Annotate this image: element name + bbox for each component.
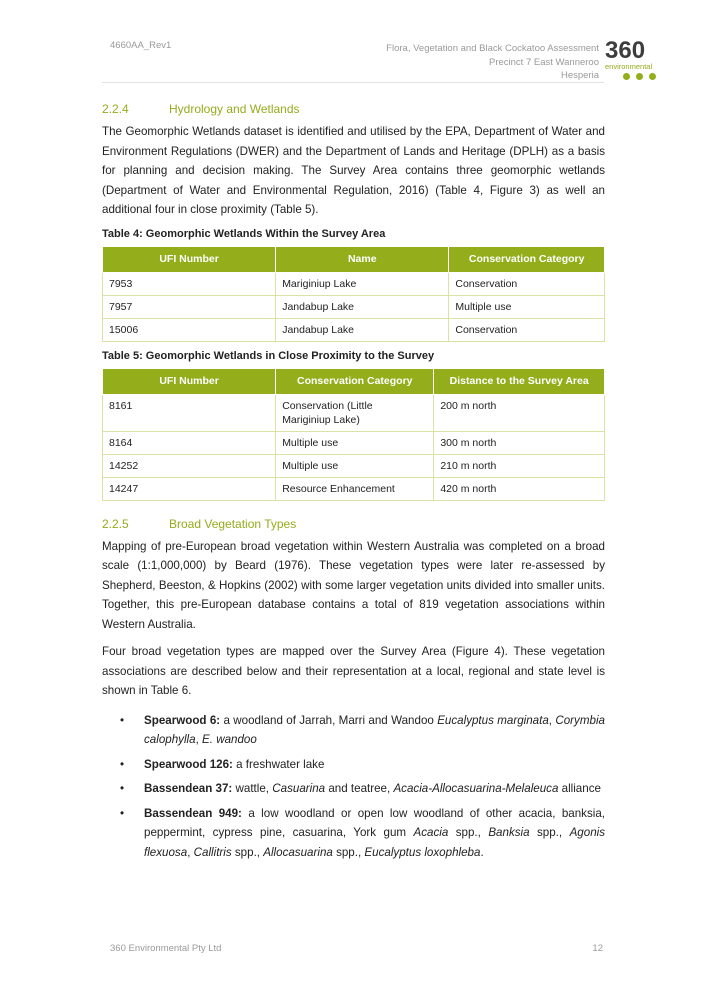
item-text: spp., [529, 826, 570, 839]
item-text: Agonis flexuosa [144, 826, 606, 859]
list-item [102, 755, 605, 775]
table-cell: 210 m north [434, 454, 605, 477]
item-text: and teatree, [325, 782, 394, 795]
table-cell: Mariginiup Lake [276, 272, 449, 295]
item-text: Eucalyptus marginata [437, 713, 549, 727]
table5-wetlands-proximity [102, 368, 605, 501]
item-text: Acacia [413, 826, 449, 839]
table-row [103, 431, 605, 454]
item-text: , [195, 733, 203, 746]
table4-wetlands-within [102, 246, 605, 342]
hydrology-paragraph: The Geomorphic Wetlands dataset is identified and utilised by the EPA, Department of Water and Environment Regulations (DWER) and the Department of Lands and Heritage (DPLH) as a basis for planning and decision making. The Survey Area contains three geomorphic wetlands (Department of Water and Environmental Regulation, 2016) (Table 4, Figure 3) as well an additional four in close proximity (Table 5). [102, 125, 605, 216]
item-label: Spearwood 6: [144, 713, 221, 727]
table-cell: 14252 [103, 454, 276, 477]
document-title [386, 42, 599, 83]
document-title-line: Hesperia [560, 70, 599, 81]
item-text: Corymbia calophylla [144, 713, 605, 746]
item-text: wattle, [232, 782, 273, 795]
vegetation-paragraph-2: Four broad vegetation types are mapped over the Survey Area (Figure 4). These vegetation associations are described below and their representation at a local, regional and state level is shown in Table 6. [102, 645, 605, 697]
table-row [103, 272, 605, 295]
table-cell: 200 m north [434, 394, 605, 431]
company-logo [605, 37, 671, 82]
column-header: UFI Number [103, 246, 276, 272]
column-header: UFI Number [103, 368, 276, 394]
item-text: alliance [558, 782, 601, 795]
table-header-row [103, 368, 605, 394]
table-row [103, 454, 605, 477]
bullet-icon: • [120, 713, 125, 727]
table-cell: Multiple use [449, 295, 605, 318]
table-cell: Conservation [449, 318, 605, 341]
item-text: E. wandoo [202, 733, 257, 746]
table-cell: 420 m north [434, 477, 605, 500]
item-label: Spearwood 126: [144, 757, 233, 771]
table-cell: 7953 [103, 272, 276, 295]
section-title: Broad Vegetation Types [169, 516, 297, 531]
table-cell: Conservation [449, 272, 605, 295]
table-cell: 8161 [103, 394, 276, 431]
column-header: Distance to the Survey Area [434, 368, 605, 394]
column-header: Conservation Category [276, 368, 434, 394]
table-row [103, 295, 605, 318]
column-header: Name [276, 246, 449, 272]
table-cell: 7957 [103, 295, 276, 318]
item-text: a freshwater lake [232, 757, 325, 771]
table-cell: 300 m north [434, 431, 605, 454]
table-cell: Resource Enhancement [276, 477, 434, 500]
item-text: spp., [231, 845, 264, 859]
table-cell: 8164 [103, 431, 276, 454]
bullet-icon: • [120, 806, 125, 820]
item-text: spp., [448, 826, 489, 839]
item-text: Allocasuarina [263, 845, 333, 859]
table-header-row [103, 246, 605, 272]
table-row [103, 394, 605, 431]
item-label: Bassendean 37: [144, 782, 233, 795]
page-number: 12 [592, 943, 603, 954]
table-cell: Conservation (Little Mariginiup Lake) [276, 394, 434, 431]
bullet-icon: • [120, 782, 125, 795]
item-text: a low woodland or open low woodland of other acacia, banksia, peppermint, cypress pine, casuarina, York gum [144, 806, 605, 839]
column-header: Conservation Category [449, 246, 605, 272]
table-cell: 15006 [103, 318, 276, 341]
table-row [103, 477, 605, 500]
footer-company: 360 Environmental Pty Ltd [110, 943, 222, 954]
item-text: Callitris [193, 845, 232, 859]
table-cell: Jandabup Lake [276, 295, 449, 318]
item-text: Banksia [488, 826, 530, 839]
document-title-line: Flora, Vegetation and Black Cockatoo Assessment [386, 43, 599, 54]
item-text: Acacia-Allocasuarina-Melaleuca [393, 782, 559, 795]
item-text: Casuarina [272, 782, 326, 795]
item-label: Bassendean 949: [144, 806, 242, 820]
item-text: , [187, 845, 194, 859]
table-cell: Multiple use [276, 454, 434, 477]
logo-word: environmental [605, 62, 653, 71]
item-text: . [480, 845, 484, 859]
item-text: spp., [332, 845, 365, 859]
section-title: Hydrology and Wetlands [169, 102, 300, 116]
list-item [102, 804, 605, 863]
item-text: , [548, 713, 556, 727]
table4-caption: Table 4: Geomorphic Wetlands Within the Survey Area [102, 227, 386, 240]
table-cell: Multiple use [276, 431, 434, 454]
section-heading-hydrology [102, 102, 605, 116]
vegetation-paragraph-1: Mapping of pre-European broad vegetation within Western Australia was completed on a broad scale (1:1,000,000) by Beard (1976). These vegetation types were later re-assessed by Shepherd, Beeston, & Hopkins (2002) with some larger vegetation units divided into smaller units. Together, this pre-European database contains a total of 819 vegetation associations within Western Australia. [102, 539, 605, 631]
section-heading-vegetation [102, 517, 605, 531]
logo-number: 360 [605, 37, 646, 64]
section-number: 2.2.4 [102, 102, 129, 116]
item-text: a woodland of Jarrah, Marri and Wandoo [220, 713, 438, 727]
document-code: 4660AA_Rev1 [110, 40, 172, 51]
table-cell: 14247 [103, 477, 276, 500]
table5-caption: Table 5: Geomorphic Wetlands in Close Proximity to the Survey [102, 349, 435, 362]
list-item [102, 779, 605, 799]
logo-dots-icon [623, 73, 671, 80]
section-number: 2.2.5 [102, 516, 129, 531]
document-title-line: Precinct 7 East Wanneroo [488, 56, 599, 68]
table-cell: Jandabup Lake [276, 318, 449, 341]
bullet-icon: • [120, 757, 125, 771]
header-divider [102, 82, 604, 83]
vegetation-types-list [102, 711, 605, 863]
list-item [102, 711, 605, 750]
page-content [102, 102, 605, 867]
table-row [103, 318, 605, 341]
item-text: Eucalyptus loxophleba [364, 845, 481, 859]
